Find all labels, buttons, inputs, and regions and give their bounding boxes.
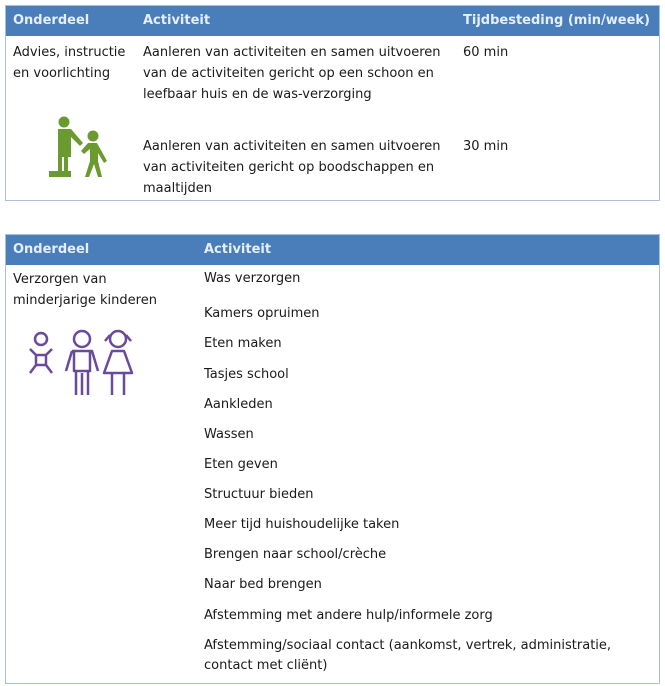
activity-item: Eten geven (204, 457, 278, 472)
tijd-cell: 60 min (463, 45, 509, 60)
onderdeel-cell: Advies, instructie en voorlichting (13, 45, 126, 81)
table-header (6, 6, 659, 36)
activity-item: Afstemming/sociaal contact (aankomst, vertrek, administratie, contact met cliënt) (204, 638, 612, 673)
activity-item: Meer tijd huishoudelijke taken (204, 517, 400, 532)
tijd-cell: 30 min (463, 139, 509, 154)
activity-item: Structuur bieden (204, 487, 314, 502)
onderdeel-cell: Verzorgen van minderjarige kinderen (13, 272, 157, 308)
activity-item: Eten maken (204, 336, 282, 351)
activity-item: Wassen (204, 427, 254, 442)
table-header (6, 235, 659, 265)
activity-item: Was verzorgen (204, 271, 301, 286)
header-activiteit: Activiteit (204, 242, 272, 257)
activiteit-cell: Aanleren van activiteiten en samen uitvoeren van activiteiten gericht op boodschappen en maaltijden (143, 139, 441, 196)
header-activiteit: Activiteit (143, 13, 211, 28)
header-onderdeel: Onderdeel (13, 242, 90, 257)
activity-item: Brengen naar school/crèche (204, 547, 387, 562)
header-tijd: Tijdbesteding (min/week) (463, 13, 651, 28)
activity-item: Kamers opruimen (204, 306, 320, 321)
helping-person-icon (44, 116, 118, 178)
activity-item: Aankleden (204, 397, 273, 412)
table-kinderen (5, 234, 660, 684)
activity-item: Naar bed brengen (204, 577, 322, 592)
activiteit-cell: Aanleren van activiteiten en samen uitvoeren van de activiteiten gericht op een schoon en leefbaar huis en de was-verzorging (143, 45, 441, 102)
table-advies (5, 5, 660, 201)
header-onderdeel: Onderdeel (13, 13, 90, 28)
activity-item: Tasjes school (204, 367, 289, 382)
children-icon (20, 327, 140, 397)
activity-item: Afstemming met andere hulp/informele zorg (204, 608, 493, 623)
